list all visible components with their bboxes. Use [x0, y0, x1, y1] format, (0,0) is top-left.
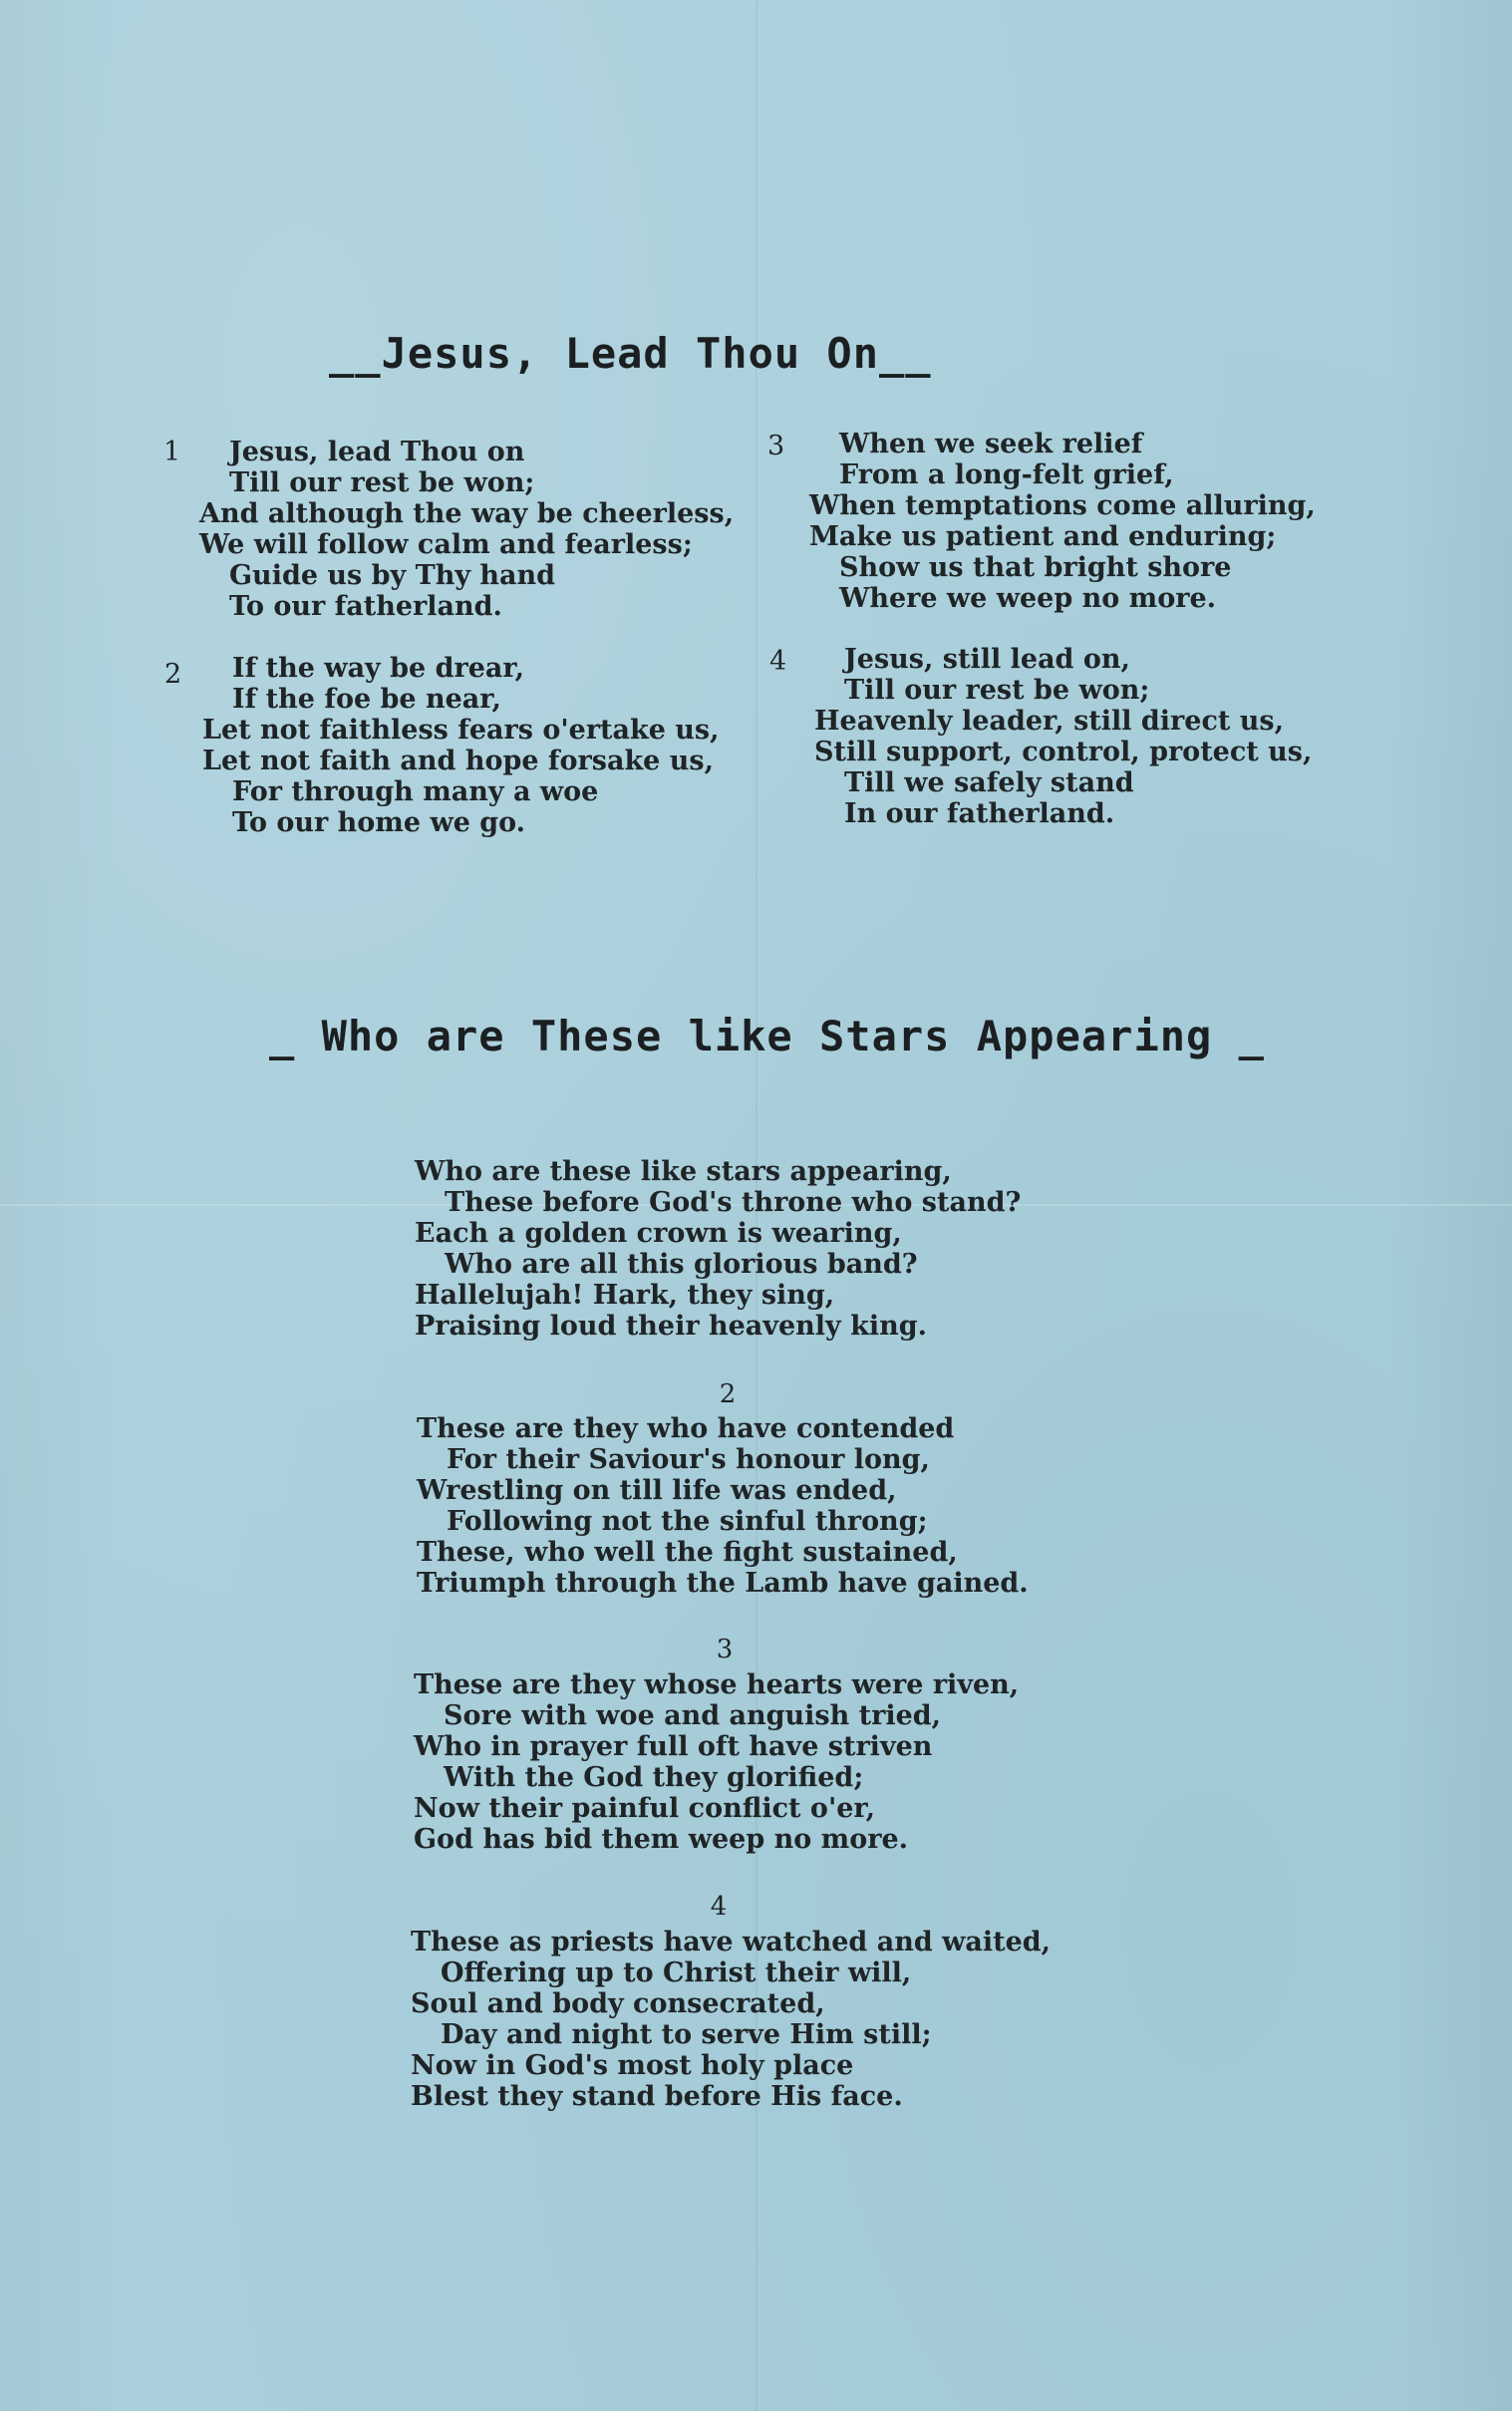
- hymn2-verse-1: [415, 1156, 1021, 1342]
- hymn2-verse-4: [411, 1927, 1051, 2112]
- verse-line: These as priests have watched and waited,: [411, 1927, 1052, 1958]
- hymn1-verse-3: [767, 429, 1316, 614]
- verse-line: Make us patient and enduring;: [809, 521, 1277, 552]
- verse-number: 2: [164, 659, 182, 690]
- verse-line: Each a golden crown is wearing,: [415, 1218, 902, 1249]
- verse-line: Wrestling on till life was ended,: [417, 1475, 897, 1506]
- verse-line: Offering up to Christ their will,: [441, 1958, 912, 1988]
- verse-line: Triumph through the Lamb have gained.: [417, 1568, 1029, 1599]
- hymn2-title: _ Who are These like Stars Appearing _: [269, 1012, 1265, 1060]
- hymn1-verse-4: [769, 644, 1313, 829]
- verse-line: These before God's throne who stand?: [445, 1187, 1022, 1218]
- verse-line: To our home we go.: [232, 807, 526, 838]
- verse-line: Sore with woe and anguish tried,: [444, 1700, 942, 1731]
- verse-number: 1: [163, 437, 181, 467]
- verse-line: Who are all this glorious band?: [445, 1249, 918, 1280]
- verse-line: These are they whose hearts were riven,: [414, 1669, 1020, 1700]
- verse-line: In our fatherland.: [844, 798, 1115, 829]
- verse-line: Show us that bright shore: [839, 552, 1232, 583]
- verse-number: 3: [716, 1635, 734, 1664]
- verse-line: With the God they glorified;: [444, 1762, 864, 1793]
- verse-line: When temptations come alluring,: [809, 490, 1316, 521]
- verse-line: For their Saviour's honour long,: [447, 1444, 930, 1475]
- verse-line: Till our rest be won;: [844, 675, 1150, 706]
- verse-line: Till we safely stand: [844, 767, 1134, 798]
- verse-line: If the way be drear,: [232, 653, 525, 684]
- hymn1-title: __Jesus, Lead Thou On__: [329, 329, 932, 378]
- verse-number: 4: [710, 1892, 728, 1922]
- verse-line: When we seek relief: [839, 429, 1143, 459]
- verse-line: If the foe be near,: [232, 684, 501, 715]
- verse-line: Following not the sinful throng;: [447, 1506, 928, 1537]
- verse-line: Where we weep no more.: [839, 583, 1217, 614]
- verse-line: Blest they stand before His face.: [411, 2081, 903, 2112]
- verse-line: We will follow calm and fearless;: [199, 529, 693, 560]
- verse-line: Still support, control, protect us,: [814, 737, 1313, 767]
- verse-line: Till our rest be won;: [229, 467, 535, 498]
- verse-number: 2: [719, 1379, 737, 1409]
- verse-line: Now in God's most holy place: [411, 2050, 854, 2081]
- verse-line: Day and night to serve Him still;: [441, 2019, 932, 2050]
- verse-line: Now their painful conflict o'er,: [414, 1793, 876, 1824]
- verse-line: And although the way be cheerless,: [199, 498, 735, 529]
- verse-number: 3: [767, 431, 785, 461]
- hymn2-verse-3: [414, 1669, 1019, 1855]
- verse-line: Who are these like stars appearing,: [415, 1156, 952, 1187]
- verse-number: 4: [769, 646, 787, 677]
- verse-line: Soul and body consecrated,: [411, 1988, 825, 2019]
- hymn1-verse-2: [164, 653, 720, 838]
- verse-line: For through many a woe: [232, 776, 599, 807]
- hymn2-verse-2: [417, 1413, 1029, 1599]
- hymn1-verse-1: [163, 437, 735, 622]
- verse-line: Jesus, still lead on,: [844, 644, 1130, 675]
- verse-line: Praising loud their heavenly king.: [415, 1311, 928, 1342]
- verse-line: Heavenly leader, still direct us,: [814, 706, 1284, 737]
- verse-line: These are they who have contended: [417, 1413, 955, 1444]
- verse-line: Let not faith and hope forsake us,: [202, 746, 714, 776]
- verse-line: To our fatherland.: [229, 591, 502, 622]
- verse-line: These, who well the fight sustained,: [417, 1537, 958, 1568]
- verse-line: Jesus, lead Thou on: [229, 437, 525, 467]
- verse-line: Guide us by Thy hand: [229, 560, 556, 591]
- verse-line: God has bid them weep no more.: [414, 1824, 909, 1855]
- verse-line: From a long-felt grief,: [839, 459, 1174, 490]
- verse-line: Who in prayer full oft have striven: [414, 1731, 933, 1762]
- verse-line: Let not faithless fears o'ertake us,: [202, 715, 720, 746]
- verse-line: Hallelujah! Hark, they sing,: [415, 1280, 835, 1311]
